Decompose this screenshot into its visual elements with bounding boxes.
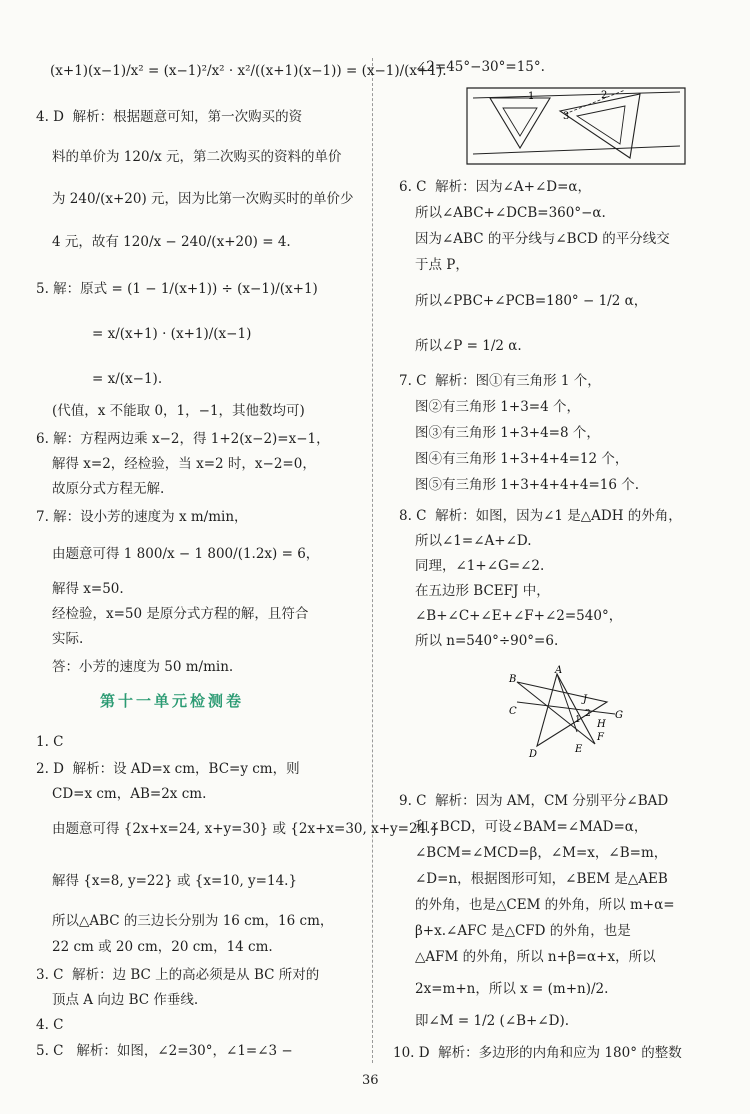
left-line: (代值，x 不能取 0，1，−1，其他数均可) (52, 403, 305, 419)
right-line: 所以∠PBC+∠PCB=180° − 1/2 α， (415, 293, 648, 309)
right-line: 图④有三角形 1+3+4+4=12 个， (415, 451, 629, 467)
ruler-bottom-edge (473, 146, 680, 154)
right-line: 和∠BCD，可设∠BAM=∠MAD=α， (415, 819, 648, 835)
left-line: 解得 x=2，经检验，当 x=2 时，x−2=0， (52, 456, 316, 472)
right-line: 即∠M = 1/2 (∠B+∠D). (415, 1013, 570, 1029)
left-line: 解得 x=50. (52, 581, 124, 597)
right-line: 图③有三角形 1+3+4=8 个， (415, 425, 600, 441)
left-line: 料的单价为 120/x 元，第二次购买的资料的单价 (52, 149, 342, 165)
left-line: 由题意可得 {2x+x=24, x+y=30} 或 {2x+x=30, x+y=24.} (52, 821, 440, 837)
right-line: 于点 P， (415, 257, 469, 273)
right-line: ∠2=45°−30°=15°. (415, 59, 545, 75)
ruler-triangle-figure (465, 86, 690, 166)
right-line: 7. C 解析：图①有三角形 1 个， (399, 373, 601, 389)
right-line: 图⑤有三角形 1+3+4+4+4=16 个. (415, 477, 640, 493)
left-line: 4. C (36, 1017, 64, 1033)
right-line: 所以∠P = 1/2 α. (415, 338, 522, 354)
right-line: ∠B+∠C+∠E+∠F+∠2=540°， (415, 608, 623, 624)
left-line: 解得 {x=8, y=22} 或 {x=10, y=14.} (52, 873, 298, 889)
left-line: 4 元，故有 120/x − 240/(x+20) = 4. (52, 234, 291, 250)
star-figure (505, 662, 645, 762)
left-line: 所以△ABC 的三边长分别为 16 cm，16 cm， (52, 913, 334, 929)
left-line: 4. D 解析：根据题意可知，第一次购买的资 (36, 109, 303, 125)
left-line: 7. 解：设小芳的速度为 x m/min， (36, 509, 248, 525)
left-line: 为 240/(x+20) 元，因为比第一次购买时的单价少 (52, 191, 354, 207)
right-line: 所以∠ABC+∠DCB=360°−α. (415, 205, 606, 221)
right-line: 在五边形 BCEFJ 中， (415, 583, 550, 599)
svg-text:J: J (583, 694, 588, 705)
right-line: ∠D=n，根据图形可知，∠BEM 是△AEB (415, 871, 668, 887)
svg-text:H: H (597, 719, 606, 730)
set-square-left (490, 98, 550, 148)
svg-text:D: D (529, 749, 538, 760)
svg-text:C: C (509, 706, 517, 717)
section-title: 第十一单元检测卷 (100, 692, 245, 710)
right-line: 图②有三角形 1+3=4 个， (415, 399, 580, 415)
right-line: 的外角，也是△CEM 的外角，所以 m+α= (415, 897, 675, 913)
left-line: 1. C (36, 734, 64, 750)
svg-text:E: E (575, 744, 583, 755)
right-line: 所以 n=540°÷90°=6. (415, 633, 559, 649)
left-line: CD=x cm，AB=2x cm. (52, 786, 207, 802)
right-line: 同理，∠1+∠G=∠2. (415, 558, 545, 574)
svg-text:G: G (615, 710, 623, 721)
fig-label: 3 (563, 111, 570, 122)
left-line: 3. C 解析：边 BC 上的高必须是从 BC 所对的 (36, 967, 320, 983)
right-line: 10. D 解析：多边形的内角和应为 180° 的整数 (393, 1045, 682, 1061)
ruler-top-edge (473, 92, 680, 98)
left-line: 由题意可得 1 800/x − 1 800/(1.2x) = 6， (52, 546, 320, 562)
left-line: 2. D 解析：设 AD=x cm，BC=y cm，则 (36, 761, 300, 777)
column-divider (372, 58, 373, 1063)
left-line: 22 cm 或 20 cm，20 cm，14 cm. (52, 939, 273, 955)
page-number: 36 (362, 1073, 379, 1088)
left-line: 故原分式方程无解. (52, 481, 165, 497)
left-line: = x/(x+1) · (x+1)/(x−1) (92, 326, 252, 342)
svg-text:1: 1 (575, 715, 581, 725)
left-line: 6. 解：方程两边乘 x−2，得 1+2(x−2)=x−1， (36, 431, 330, 447)
fig-label: 2 (601, 90, 608, 101)
right-line: △AFM 的外角，所以 n+β=α+x，所以 (415, 949, 656, 965)
left-line: 经检验，x=50 是原分式方程的解，且符合 (52, 606, 309, 622)
svg-text:2: 2 (585, 709, 591, 719)
right-line: 9. C 解析：因为 AM，CM 分别平分∠BAD (399, 793, 669, 809)
svg-text:A: A (555, 665, 563, 676)
left-line: 答：小芳的速度为 50 m/min. (52, 659, 234, 675)
svg-text:B: B (509, 674, 517, 685)
left-line: (x+1)(x−1)/x² = (x−1)²/x² · x²/((x+1)(x−1)) = (x−1)/(x+1). (50, 63, 447, 79)
right-line: ∠BCM=∠MCD=β，∠M=x，∠B=m， (415, 845, 668, 861)
left-line: 5. 解：原式 = (1 − 1/(x+1)) ÷ (x−1)/(x+1) (36, 281, 318, 297)
right-line: 2x=m+n，所以 x = (m+n)/2. (415, 981, 609, 997)
left-line: 实际. (52, 631, 84, 647)
right-line: 8. C 解析：如图，因为∠1 是△ADH 的外角， (399, 508, 682, 524)
svg-text:F: F (597, 732, 604, 743)
right-line: 6. C 解析：因为∠A+∠D=α， (399, 179, 592, 195)
fig-label: 1 (528, 91, 535, 102)
right-line: 因为∠ABC 的平分线与∠BCD 的平分线交 (415, 231, 670, 247)
left-line: 顶点 A 向边 BC 作垂线. (52, 992, 199, 1008)
left-line: 5. C 解析：如图，∠2=30°，∠1=∠3 − (36, 1043, 293, 1059)
right-line: β+x.∠AFC 是△CFD 的外角，也是 (415, 923, 631, 939)
left-line: = x/(x−1). (92, 371, 163, 387)
right-line: 所以∠1=∠A+∠D. (415, 533, 532, 549)
